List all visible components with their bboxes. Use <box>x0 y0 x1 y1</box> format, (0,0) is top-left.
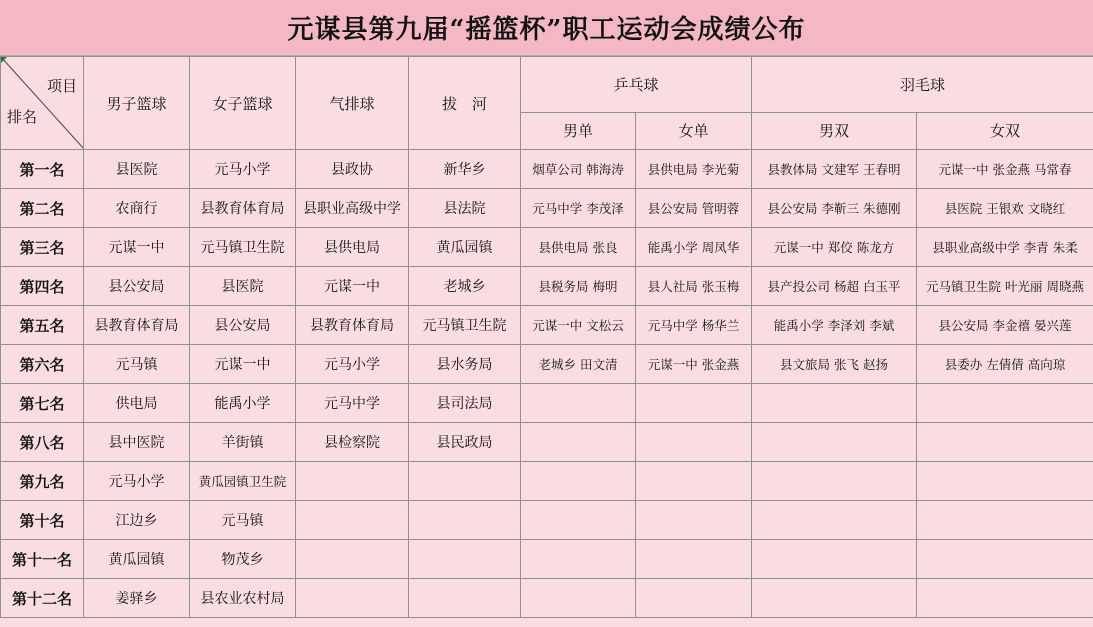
rank-cell: 第二名 <box>1 189 84 228</box>
tug-of-war-cell <box>409 501 521 540</box>
air-volleyball-cell: 元谋一中 <box>296 267 409 306</box>
tug-of-war-cell: 县法院 <box>409 189 521 228</box>
mens-doubles-cell <box>752 579 917 618</box>
mens-singles-cell: 县供电局 张良 <box>521 228 636 267</box>
mens-doubles-cell: 县产投公司 杨超 白玉平 <box>752 267 917 306</box>
header-womens-basketball: 女子篮球 <box>190 57 296 150</box>
womens-singles-cell: 县供电局 李光菊 <box>636 150 752 189</box>
womens-doubles-cell <box>917 462 1093 501</box>
mens-doubles-cell: 县公安局 李靳三 朱德刚 <box>752 189 917 228</box>
womens-basketball-cell: 黄瓜园镇卫生院 <box>190 462 296 501</box>
womens-basketball-cell: 元谋一中 <box>190 345 296 384</box>
air-volleyball-cell: 县供电局 <box>296 228 409 267</box>
womens-basketball-cell: 县农业农村局 <box>190 579 296 618</box>
tug-of-war-cell: 县司法局 <box>409 384 521 423</box>
womens-doubles-cell: 县职业高级中学 李青 朱柔 <box>917 228 1093 267</box>
air-volleyball-cell <box>296 462 409 501</box>
corner-rank-label: 排名 <box>7 108 38 126</box>
mens-doubles-cell <box>752 462 917 501</box>
mens-doubles-cell <box>752 423 917 462</box>
tug-of-war-cell <box>409 579 521 618</box>
mens-basketball-cell: 农商行 <box>84 189 190 228</box>
womens-basketball-cell: 元马镇 <box>190 501 296 540</box>
womens-singles-cell <box>636 540 752 579</box>
mens-basketball-cell: 黄瓜园镇 <box>84 540 190 579</box>
page-title: 元谋县第九届“摇篮杯”职工运动会成绩公布 <box>287 15 806 45</box>
mens-doubles-cell: 元谋一中 郑佼 陈龙方 <box>752 228 917 267</box>
rank-cell: 第八名 <box>1 423 84 462</box>
header-womens-singles: 女单 <box>636 112 752 149</box>
womens-basketball-cell: 县教育体育局 <box>190 189 296 228</box>
mens-singles-cell <box>521 501 636 540</box>
tug-of-war-cell: 元马镇卫生院 <box>409 306 521 345</box>
womens-singles-cell: 县人社局 张玉梅 <box>636 267 752 306</box>
mens-singles-cell: 元谋一中 文松云 <box>521 306 636 345</box>
tug-of-war-cell: 黄瓜园镇 <box>409 228 521 267</box>
header-row-top <box>1 57 1093 113</box>
mens-basketball-cell: 县公安局 <box>84 267 190 306</box>
rank-cell: 第四名 <box>1 267 84 306</box>
womens-doubles-cell <box>917 423 1093 462</box>
rank-cell: 第六名 <box>1 345 84 384</box>
womens-doubles-cell <box>917 540 1093 579</box>
womens-doubles-cell <box>917 384 1093 423</box>
air-volleyball-cell <box>296 501 409 540</box>
womens-singles-cell: 元谋一中 张金燕 <box>636 345 752 384</box>
air-volleyball-cell <box>296 579 409 618</box>
womens-singles-cell: 元马中学 杨华兰 <box>636 306 752 345</box>
mens-basketball-cell: 县教育体育局 <box>84 306 190 345</box>
tug-of-war-cell: 县水务局 <box>409 345 521 384</box>
header-badminton: 羽毛球 <box>752 57 1093 113</box>
womens-doubles-cell: 元谋一中 张金燕 马常春 <box>917 150 1093 189</box>
tug-of-war-cell: 老城乡 <box>409 267 521 306</box>
mens-basketball-cell: 元谋一中 <box>84 228 190 267</box>
rank-cell: 第五名 <box>1 306 84 345</box>
tug-of-war-cell: 新华乡 <box>409 150 521 189</box>
womens-basketball-cell: 羊街镇 <box>190 423 296 462</box>
mens-basketball-cell: 元马镇 <box>84 345 190 384</box>
mens-basketball-cell: 县中医院 <box>84 423 190 462</box>
womens-singles-cell <box>636 579 752 618</box>
header-table-tennis: 乒乓球 <box>521 57 752 113</box>
diagonal-divider <box>1 57 84 149</box>
womens-singles-cell <box>636 423 752 462</box>
rank-cell: 第七名 <box>1 384 84 423</box>
header-womens-doubles: 女双 <box>917 112 1093 149</box>
header-air-volleyball: 气排球 <box>296 57 409 150</box>
womens-doubles-cell: 县公安局 李金禧 晏兴莲 <box>917 306 1093 345</box>
mens-singles-cell: 烟草公司 韩海涛 <box>521 150 636 189</box>
mens-singles-cell <box>521 384 636 423</box>
header-tug-of-war: 拔 河 <box>409 57 521 150</box>
womens-doubles-cell: 县委办 左倩倩 高向琼 <box>917 345 1093 384</box>
air-volleyball-cell: 元马中学 <box>296 384 409 423</box>
mens-singles-cell <box>521 462 636 501</box>
womens-doubles-cell <box>917 501 1093 540</box>
mens-doubles-cell: 能禹小学 李泽刘 李斌 <box>752 306 917 345</box>
mens-basketball-cell: 姜驿乡 <box>84 579 190 618</box>
table-row <box>1 501 1093 540</box>
air-volleyball-cell: 县职业高级中学 <box>296 189 409 228</box>
womens-basketball-cell: 能禹小学 <box>190 384 296 423</box>
mens-singles-cell: 县税务局 梅明 <box>521 267 636 306</box>
womens-doubles-cell: 县医院 王银欢 文晓红 <box>917 189 1093 228</box>
womens-doubles-cell: 元马镇卫生院 叶光丽 周晓燕 <box>917 267 1093 306</box>
header-mens-singles: 男单 <box>521 112 636 149</box>
table-row <box>1 306 1093 345</box>
mens-doubles-cell <box>752 384 917 423</box>
table-row <box>1 189 1093 228</box>
table-row <box>1 228 1093 267</box>
tug-of-war-cell <box>409 540 521 579</box>
air-volleyball-cell <box>296 540 409 579</box>
table-row <box>1 384 1093 423</box>
rank-cell: 第十名 <box>1 501 84 540</box>
table-row <box>1 540 1093 579</box>
title-bar <box>0 0 1093 56</box>
air-volleyball-cell: 县政协 <box>296 150 409 189</box>
womens-singles-cell <box>636 501 752 540</box>
womens-doubles-cell <box>917 579 1093 618</box>
corner-header-cell <box>1 57 84 150</box>
table-row <box>1 150 1093 189</box>
corner-project-label: 项目 <box>46 77 77 95</box>
womens-basketball-cell: 县医院 <box>190 267 296 306</box>
rank-cell: 第九名 <box>1 462 84 501</box>
mens-singles-cell <box>521 579 636 618</box>
womens-singles-cell: 县公安局 管明蓉 <box>636 189 752 228</box>
womens-singles-cell <box>636 384 752 423</box>
womens-basketball-cell: 县公安局 <box>190 306 296 345</box>
mens-doubles-cell <box>752 540 917 579</box>
rank-cell: 第一名 <box>1 150 84 189</box>
tug-of-war-cell <box>409 462 521 501</box>
womens-basketball-cell: 元马小学 <box>190 150 296 189</box>
table-row <box>1 462 1093 501</box>
results-table <box>0 56 1093 618</box>
womens-basketball-cell: 物茂乡 <box>190 540 296 579</box>
header-mens-basketball: 男子篮球 <box>84 57 190 150</box>
mens-singles-cell <box>521 540 636 579</box>
mens-basketball-cell: 元马小学 <box>84 462 190 501</box>
womens-basketball-cell: 元马镇卫生院 <box>190 228 296 267</box>
table-row <box>1 267 1093 306</box>
table-row <box>1 345 1093 384</box>
mens-singles-cell: 老城乡 田文清 <box>521 345 636 384</box>
header-mens-doubles: 男双 <box>752 112 917 149</box>
womens-singles-cell <box>636 462 752 501</box>
mens-basketball-cell: 供电局 <box>84 384 190 423</box>
air-volleyball-cell: 县教育体育局 <box>296 306 409 345</box>
air-volleyball-cell: 县检察院 <box>296 423 409 462</box>
air-volleyball-cell: 元马小学 <box>296 345 409 384</box>
mens-doubles-cell: 县文旅局 张飞 赵扬 <box>752 345 917 384</box>
womens-singles-cell: 能禹小学 周凤华 <box>636 228 752 267</box>
mens-singles-cell <box>521 423 636 462</box>
rank-cell: 第十二名 <box>1 579 84 618</box>
table-row <box>1 423 1093 462</box>
mens-singles-cell: 元马中学 李茂泽 <box>521 189 636 228</box>
tug-of-war-cell: 县民政局 <box>409 423 521 462</box>
mens-basketball-cell: 江边乡 <box>84 501 190 540</box>
mens-doubles-cell: 县教体局 文建军 王春明 <box>752 150 917 189</box>
rank-cell: 第十一名 <box>1 540 84 579</box>
table-row <box>1 579 1093 618</box>
mens-doubles-cell <box>752 501 917 540</box>
mens-basketball-cell: 县医院 <box>84 150 190 189</box>
rank-cell: 第三名 <box>1 228 84 267</box>
